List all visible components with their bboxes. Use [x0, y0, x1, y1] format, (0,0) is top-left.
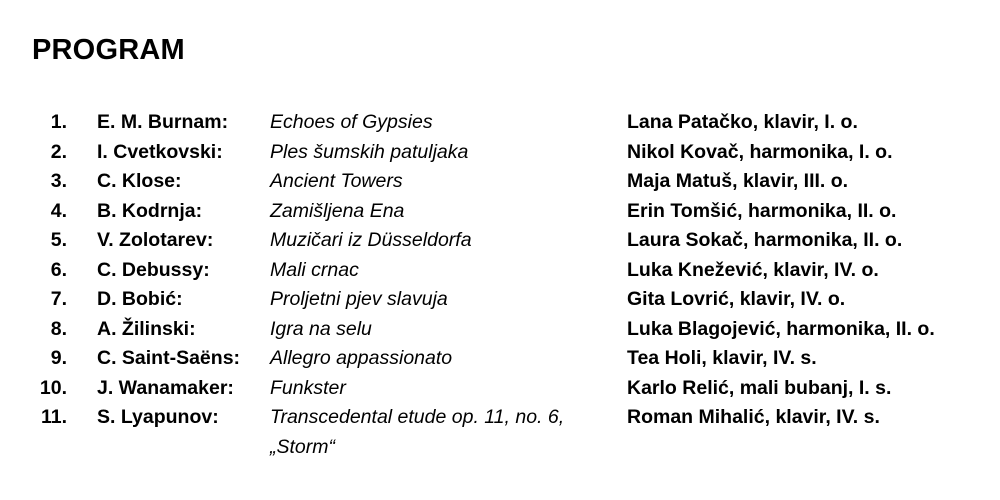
- program-item: [0, 138, 1000, 168]
- composer-name: S. Lyapunov:: [97, 406, 219, 428]
- work-title: Transcedental etude op. 11, no. 6, „Storm“: [270, 406, 565, 458]
- performer-info: Laura Sokač, harmonika, II. o.: [627, 229, 903, 251]
- item-number: 4.: [50, 199, 67, 222]
- item-number: 8.: [50, 317, 67, 340]
- performer-info: Karlo Relić, mali bubanj, I. s.: [627, 376, 892, 399]
- program-list: [0, 108, 1000, 462]
- work-title: Ancient Towers: [270, 170, 403, 192]
- work-title: Allegro appassionato: [270, 347, 453, 369]
- performer-info: Tea Holi, klavir, IV. s.: [627, 347, 817, 369]
- program-item: [0, 403, 1000, 462]
- performer-info: Roman Mihalić, klavir, IV. s.: [627, 406, 880, 428]
- item-number: 9.: [50, 347, 67, 369]
- work-title: Igra na selu: [270, 317, 372, 340]
- program-item: [0, 315, 1000, 345]
- program-item: [0, 344, 1000, 374]
- work-title: Echoes of Gypsies: [270, 111, 433, 133]
- program-item: [0, 108, 1000, 138]
- work-title: Proljetni pjev slavuja: [270, 288, 448, 310]
- item-number: 11.: [40, 406, 67, 428]
- item-number: 3.: [50, 170, 67, 192]
- performer-info: Luka Knežević, klavir, IV. o.: [627, 258, 879, 281]
- composer-name: C. Debussy:: [97, 258, 210, 281]
- program-item: [0, 167, 1000, 197]
- item-number: 10.: [39, 376, 67, 399]
- composer-name: C. Klose:: [97, 170, 182, 192]
- composer-name: B. Kodrnja:: [97, 199, 203, 222]
- composer-name: A. Žilinski:: [97, 317, 196, 340]
- composer-name: I. Cvetkovski:: [97, 140, 223, 163]
- composer-name: D. Bobić:: [97, 288, 183, 310]
- program-item: [0, 256, 1000, 286]
- page-title: PROGRAM: [32, 34, 185, 66]
- item-number: 5.: [50, 229, 67, 251]
- composer-name: C. Saint-Saëns:: [97, 347, 241, 369]
- item-number: 7.: [50, 288, 67, 310]
- performer-info: Luka Blagojević, harmonika, II. o.: [627, 317, 935, 340]
- program-item: [0, 197, 1000, 227]
- item-number: 1.: [50, 111, 67, 133]
- item-number: 2.: [50, 140, 67, 163]
- performer-info: Gita Lovrić, klavir, IV. o.: [627, 288, 846, 310]
- composer-name: J. Wanamaker:: [97, 376, 234, 399]
- work-title: Zamišljena Ena: [270, 199, 405, 222]
- item-number: 6.: [50, 258, 67, 281]
- composer-name: V. Zolotarev:: [97, 229, 214, 251]
- work-title: Mali crnac: [270, 258, 359, 281]
- work-title: Muzičari iz Düsseldorfa: [270, 229, 472, 251]
- program-item: [0, 285, 1000, 315]
- performer-info: Maja Matuš, klavir, III. o.: [627, 170, 849, 192]
- program-item: [0, 374, 1000, 404]
- work-title: Funkster: [270, 376, 346, 399]
- work-title: Ples šumskih patuljaka: [270, 140, 469, 163]
- performer-info: Nikol Kovač, harmonika, I. o.: [627, 140, 893, 163]
- composer-name: E. M. Burnam:: [97, 111, 229, 133]
- performer-info: Erin Tomšić, harmonika, II. o.: [627, 199, 897, 222]
- program-item: [0, 226, 1000, 256]
- performer-info: Lana Patačko, klavir, I. o.: [627, 111, 858, 133]
